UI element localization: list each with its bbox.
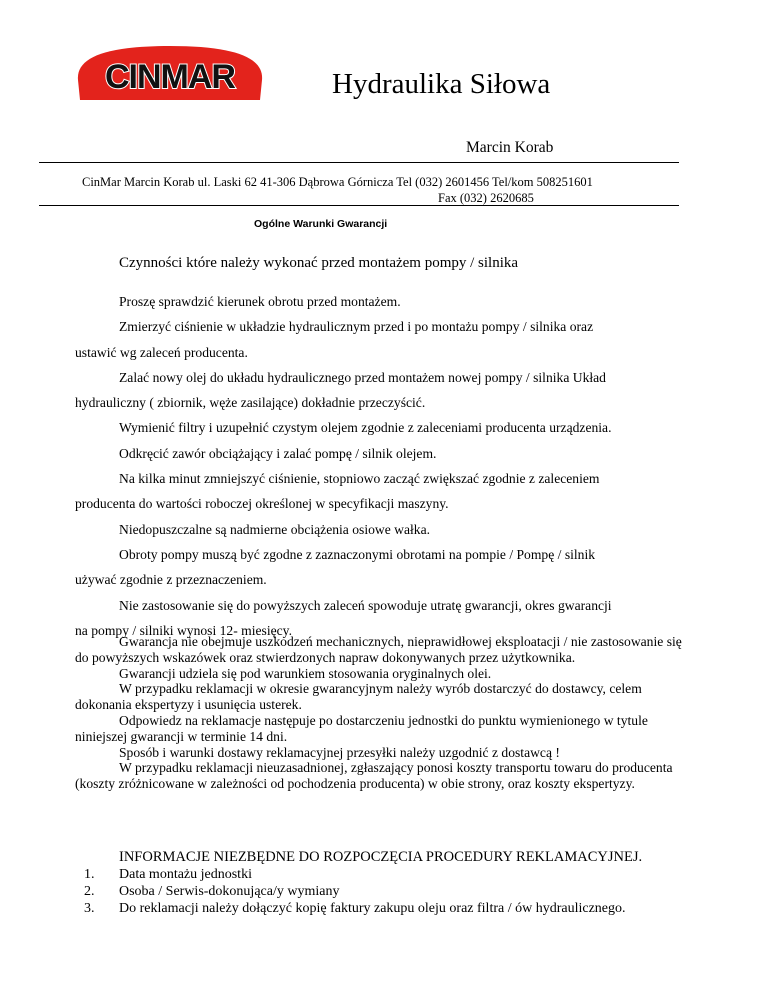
paragraph-continuation: producenta do wartości roboczej określonej w specyfikacji maszyny. — [75, 496, 449, 512]
warranty-terms — [75, 634, 695, 792]
list-item: 2. Osoba / Serwis-dokonująca/y wymiany — [84, 884, 340, 899]
warranty-paragraph: W przypadku reklamacji w okresie gwarancyjnym należy wyrób dostarczyć do dostawcy, celem dokonania ekspertyzy i usunięcia usterek. — [75, 681, 642, 713]
info-heading: INFORMACJE NIEZBĘDNE DO ROZPOCZĘCIA PROCEDURY REKLAMACYJNEJ. — [119, 849, 643, 865]
document-title: Hydraulika Siłowa — [332, 68, 551, 100]
paragraph: Wymienić filtry i uzupełnić czystym olejem zgodnie z zaleceniami producenta urządzenia. — [119, 420, 612, 436]
header-divider — [39, 162, 679, 163]
required-info-list — [84, 866, 626, 917]
company-fax: Fax (032) 2620685 — [438, 191, 534, 205]
paragraph-continuation: używać zgodnie z przeznaczeniem. — [75, 572, 267, 588]
header-divider-bottom — [39, 205, 679, 206]
paragraph: Na kilka minut zmniejszyć ciśnienie, stopniowo zacząć zwiększać zgodnie z zaleceniem — [119, 471, 600, 487]
warranty-heading: Ogólne Warunki Gwarancji — [254, 218, 388, 230]
list-item: 1. Data montażu jednostki — [84, 867, 252, 882]
paragraph: Niedopuszczalne są nadmierne obciążenia osiowe wałka. — [119, 521, 431, 537]
warranty-paragraph: W przypadku reklamacji nieuzasadnionej, zgłaszający ponosi koszty transportu towaru do producenta (koszty zróżnicowane w zależności od pochodzenia producenta) w obie strony, oraz koszty ekspertyzy. — [75, 760, 673, 792]
instructions-block — [75, 289, 695, 643]
warranty-paragraph: Odpowiedz na reklamacje następuje po dostarczeniu jednostki do punktu wymienionego w tytule niniejszej gwarancji w terminie 14 dni. — [75, 712, 648, 744]
warranty-paragraph: Gwarancji udziela się pod warunkiem stosowania oryginalnych olei. — [119, 665, 492, 681]
paragraph: Odkręcić zawór obciążający i zalać pompę / silnik olejem. — [119, 445, 437, 461]
paragraph-continuation: na pompy / silniki wynosi 12- miesięcy. — [75, 622, 292, 638]
list-item: 3. Do reklamacji należy dołączyć kopię faktury zakupu oleju oraz filtra / ów hydraulicznego. — [84, 901, 626, 916]
paragraph-continuation: ustawić wg zaleceń producenta. — [75, 344, 248, 360]
svg-text:CINMAR: CINMAR — [105, 58, 235, 96]
paragraph: Obroty pompy muszą być zgodne z zaznaczonymi obrotami na pompie / Pompę / silnik — [119, 546, 596, 562]
paragraph: Zalać nowy olej do układu hydraulicznego przed montażem nowej pompy / silnika Układ — [119, 369, 606, 385]
paragraph: Zmierzyć ciśnienie w układzie hydraulicznym przed i po montażu pompy / silnika oraz — [119, 319, 594, 335]
company-address: CinMar Marcin Korab ul. Laski 62 41-306 Dąbrowa Górnicza Tel (032) 2601456 Tel/kom 508251601 — [82, 175, 593, 189]
warranty-paragraph: Gwarancja nie obejmuje uszkodzeń mechanicznych, nieprawidłowej eksploatacji / nie zastosowanie się do powyższych wskazówek oraz stwierdzonych napraw dokonywanych przez użytkownika. — [75, 634, 682, 665]
cinmar-logo — [74, 44, 266, 102]
paragraph: Proszę sprawdzić kierunek obrotu przed montażem. — [119, 294, 401, 309]
warranty-paragraph: Sposób i warunki dostawy reklamacyjnej przesyłki należy uzgodnić z dostawcą ! — [119, 744, 560, 760]
section-title: Czynności które należy wykonać przed montażem pompy / silnika — [119, 255, 519, 271]
paragraph: Nie zastosowanie się do powyższych zaleceń spowoduje utratę gwarancji, okres gwarancji — [119, 597, 612, 613]
owner-name: Marcin Korab — [466, 139, 554, 156]
paragraph-continuation: hydrauliczny ( zbiornik, węże zasilające) dokładnie przeczyścić. — [75, 395, 426, 411]
